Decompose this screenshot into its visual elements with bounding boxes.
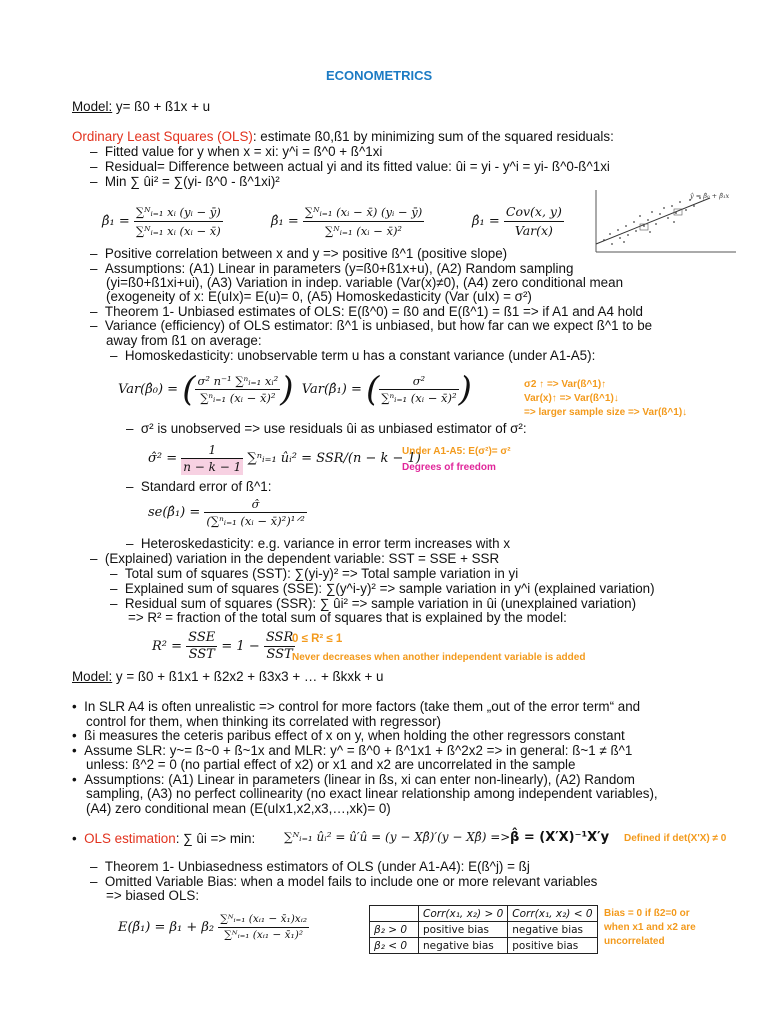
list-item-text: Theorem 1- Unbiased estimates of OLS: E(ß^0) = ß0 and E(ß^1) = ß1 => if A1 and A4 hold <box>104 304 643 319</box>
r2-range-note: 0 ≤ R² ≤ 1 <box>292 633 343 645</box>
beta-formula-1 <box>102 203 223 240</box>
list-item-text: Heteroskedasticity: e.g. variance in error term increases with x <box>140 536 511 551</box>
list-item-cont: (yi=ß0+ß1xi+ui), (A3) Variation in indep. variable (Var(x)≠0), (A4) zero conditional mean <box>106 275 624 290</box>
variance-note: σ2 ↑ => Var(ß^1)↑ <box>524 379 607 390</box>
model-label: Model: <box>72 99 113 114</box>
sigma-formula <box>148 442 421 475</box>
variance-note: Var(x)↑ => Var(ß^1)↓ <box>524 393 619 404</box>
list-item-text: In SLR A4 is often unrealistic => control for more factors (take them „out of the error term“ and <box>84 699 641 714</box>
list-item: – Heteroskedasticity: e.g. variance in error term increases with x <box>126 536 511 551</box>
list-item-cont: away from ß1 on average: <box>106 333 262 348</box>
model-line-2 <box>72 669 383 684</box>
list-item-cont: (exogeneity of x: E(uIx)= E(u)= 0, (A5) Homoskedasticity (Var (uIx) = σ²) <box>106 289 532 304</box>
list-item: – Assumptions: (A1) Linear in parameters (y=ß0+ß1x+u), (A2) Random sampling <box>90 261 574 276</box>
list-item: • In SLR A4 is often unrealistic => control for more factors (take them „out of the error term“ and <box>72 699 641 714</box>
list-item-text: Explained sum of squares (SSE): ∑(y^i-y)² => sample variation in y^i (explained variation) <box>124 581 655 596</box>
list-item: • Assume SLR: y~= ß~0 + ß~1x and MLR: y^ = ß^0 + ß^1x1 + ß^2x2 => in general: ß~1 ≠ ß^1 <box>72 743 633 758</box>
formula-numerator: ∑ᴺᵢ₌₁ xᵢ (yᵢ − ȳ) <box>134 203 223 222</box>
beta-formula-2 <box>271 203 424 240</box>
var-b1-numerator: σ² <box>379 373 458 390</box>
list-item-text: (Explained) variation in the dependent variable: SST = SSE + SSR <box>104 551 500 566</box>
list-item-cont: (A4) zero conditional mean (E(uIx1,x2,x3,…,xk)= 0) <box>86 801 391 816</box>
var-b0-label: Var(β̂₀) = <box>118 382 179 397</box>
plot-fitted-line <box>596 198 710 244</box>
var-b0-denominator: ∑ⁿᵢ₌₁ (xᵢ − x̄)² <box>200 391 276 405</box>
list-item-text: Fitted value for y when x = xi: y^i = ß^0 + ß^1xi <box>104 144 383 159</box>
list-item-cont: => biased OLS: <box>106 888 200 903</box>
list-item-cont: => R² = fraction of the total sum of squares that is explained by the model: <box>128 610 567 625</box>
list-item-text: Theorem 1- Unbiasedness estimators of OLS (under A1-A4): E(ß^j) = ßj <box>104 859 530 874</box>
ols-heading <box>72 129 614 144</box>
list-item: – Theorem 1- Unbiased estimates of OLS: E(ß^0) = ß0 and E(ß^1) = ß1 => if A1 and A4 hold <box>90 304 643 319</box>
table-row-header: β₂ > 0 <box>370 922 419 938</box>
table-cell: negative bias <box>508 922 597 938</box>
variance-formula: Var(β̂₀) = ( $\frac{\text{σ² n⁻¹ ∑ⁿᵢ₌₁ xᵢ²}}{\text{∑ⁿᵢ₌₁ (xᵢ − x̄)²}}$ ) Var(β̂₁) = ( $\frac{\text{σ²}}{\text{∑ⁿᵢ₌₁ (xᵢ − x̄)²}}$ ) <box>118 369 472 410</box>
formula-numerator: ∑ᴺᵢ₌₁ (xᵢ − x̄) (yᵢ − ȳ) <box>303 203 424 222</box>
sigma-numerator: 1 <box>181 442 243 459</box>
formula-denominator: Var(x) <box>514 223 553 238</box>
se-denominator: (∑ⁿᵢ₌₁ (xᵢ − x̄)²)¹ᐟ² <box>206 514 305 528</box>
list-item-text: Homoskedasticity: unobservable term u has a constant variance (under A1-A5): <box>124 348 596 363</box>
plot-fitted-label: ŷ = β̂₀ + β̂₁x <box>690 192 730 200</box>
list-item-text: Standard error of ß^1: <box>140 479 272 494</box>
r2-sse: SSE <box>188 630 216 645</box>
formula-numerator: Cov(x, y) <box>504 203 564 222</box>
list-item: • ßi measures the ceteris paribus effect of x on y, when holding the other regressors constant <box>72 728 625 743</box>
list-item: – Total sum of squares (SST): ∑(yi-y)² => Total sample variation in yi <box>110 566 519 581</box>
ols-heading-text: : estimate ß0,ß1 by minimizing sum of the squared residuals: <box>252 129 614 144</box>
se-formula <box>148 496 307 529</box>
list-item: – (Explained) variation in the dependent variable: SST = SSE + SSR <box>90 551 500 566</box>
list-item-text: Positive correlation between x and y => positive ß^1 (positive slope) <box>104 246 508 261</box>
table-row <box>370 938 598 954</box>
ols-estimation-text: : ∑ ûi => min: <box>175 831 256 846</box>
model2-label: Model: <box>72 669 113 684</box>
model-line <box>72 99 210 114</box>
formula-lhs: β̂₁ = <box>102 214 130 229</box>
bias-note: when x1 and x2 are <box>604 922 696 933</box>
sigma-denominator: n − k − 1 <box>183 460 242 474</box>
list-item-text: Omitted Variable Bias: when a model fails to include one or more relevant variables <box>104 874 598 889</box>
det-note: Defined if det(X'X) ≠ 0 <box>624 833 727 844</box>
list-item-text: Variance (efficiency) of OLS estimator: ß^1 is unbiased, but how far can we expect ß^1 to be <box>104 318 653 333</box>
page-title: ECONOMETRICS <box>326 68 433 83</box>
list-item-text: Assumptions: (A1) Linear in parameters (linear in ßs, xi can enter non-linearly), (A2) Random <box>84 772 635 787</box>
list-item-text: Total sum of squares (SST): ∑(yi-y)² => Total sample variation in yi <box>124 566 519 581</box>
list-item: – Explained sum of squares (SSE): ∑(y^i-y)² => sample variation in y^i (explained variation) <box>110 581 655 596</box>
ols-estimation-label: OLS estimation <box>84 831 176 846</box>
sigma-lhs: σ̂² = <box>148 451 178 466</box>
list-item-text: Assume SLR: y~= ß~0 + ß~1x and MLR: y^ = ß^0 + ß^1x1 + ß^2x2 => in general: ß~1 ≠ ß^1 <box>84 743 633 758</box>
list-item: – σ² is unobserved => use residuals ûi as unbiased estimator of σ²: <box>126 421 527 436</box>
var-b0-numerator: σ² n⁻¹ ∑ⁿᵢ₌₁ xᵢ² <box>197 374 279 388</box>
list-item-text: Residual sum of squares (SSR): ∑ ûi² => sample variation in ûi (unexplained variation) <box>124 596 637 611</box>
table-row-header: β₂ < 0 <box>370 938 419 954</box>
ols-estimation-line: • OLS estimation: ∑ ûi => min: <box>72 831 256 846</box>
formula-denominator: ∑ᴺᵢ₌₁ (xᵢ − x̄)² <box>325 224 403 238</box>
list-item: – Min ∑ ûi² = ∑(yi- ß^0 - ß^1xi)² <box>90 174 280 189</box>
list-item: – Omitted Variable Bias: when a model fails to include one or more relevant variables <box>90 874 598 889</box>
ovb-numerator: ∑ᴺᵢ₌₁ (xᵢ₁ − x̄₁)xᵢ₂ <box>218 912 309 928</box>
table-header: Corr(x₁, x₂) > 0 <box>419 906 508 922</box>
list-item-text: σ² is unobserved => use residuals ûi as unbiased estimator of σ²: <box>140 421 527 436</box>
model2-equation: y = ß0 + ß1x1 + ß2x2 + ß3x3 + … + ßkxk + u <box>112 669 384 684</box>
sigma-sum: ∑ⁿᵢ₌₁ ûᵢ² = SSR/(n − k − 1) <box>247 451 421 466</box>
list-item: – Positive correlation between x and y => positive ß^1 (positive slope) <box>90 246 508 261</box>
list-item-cont: control for them, when thinking its correlated with regressor) <box>86 714 442 729</box>
list-item-text: ßi measures the ceteris paribus effect of x on y, when holding the other regressors constant <box>84 728 625 743</box>
formula-lhs: β̂₁ = <box>472 214 500 229</box>
list-item-text: Min ∑ ûi² = ∑(yi- ß^0 - ß^1xi)² <box>104 174 280 189</box>
list-item: – Standard error of ß^1: <box>126 479 272 494</box>
var-b1-label: Var(β̂₁) = <box>301 382 362 397</box>
beta-formula-3 <box>472 203 564 240</box>
ovb-lhs: E(β̃₁) = β₁ + β₂ <box>118 920 215 935</box>
list-item-cont: unless: ß^2 = 0 (no partial effect of x2) or x1 and x2 are uncorrelated in the sample <box>86 757 576 772</box>
se-lhs: se(β̂₁) = <box>148 505 201 520</box>
list-item-text: Assumptions: (A1) Linear in parameters (y=ß0+ß1x+u), (A2) Random sampling <box>104 261 574 276</box>
variance-note: => larger sample size => Var(ß^1)↓ <box>524 407 688 418</box>
list-item: • Assumptions: (A1) Linear in parameters (linear in ßs, xi can enter non-linearly), (A2) Random <box>72 772 635 787</box>
list-item: – Fitted value for y when x = xi: y^i = ß^0 + ß^1xi <box>90 144 383 159</box>
r2-mid: = 1 − <box>221 639 260 654</box>
list-item: – Residual sum of squares (SSR): ∑ ûi² => sample variation in ûi (unexplained variation) <box>110 596 637 611</box>
bias-note: uncorrelated <box>604 936 665 947</box>
r2-lhs: R² = <box>152 639 183 654</box>
bias-note: Bias = 0 if ß2=0 or <box>604 908 690 919</box>
table-cell: positive bias <box>419 922 508 938</box>
r2-ssr: SSR <box>265 630 294 645</box>
list-item: – Residual= Difference between actual yi and its fitted value: ûi = yi - y^i = yi- ß^0-ß^1xi <box>90 159 610 174</box>
sigma-under-note: Under A1-A5: E(σ²)= σ² <box>402 446 511 457</box>
table-header: Corr(x₁, x₂) < 0 <box>508 906 597 922</box>
formula-denominator: ∑ᴺᵢ₌₁ xᵢ (xᵢ − x̄) <box>135 224 221 238</box>
table-row <box>370 922 598 938</box>
ols-estimation-formula: ∑ᴺᵢ₌₁ ûᵢ² = û′û = (y − Xβ̂)′(y − Xβ̂) => <box>284 830 511 844</box>
ols-heading-label: Ordinary Least Squares (OLS) <box>72 129 253 144</box>
list-item: – Homoskedasticity: unobservable term u has a constant variance (under A1-A5): <box>110 348 596 363</box>
degrees-of-freedom-note: Degrees of freedom <box>402 462 496 473</box>
r2-formula <box>152 630 295 663</box>
ovb-formula <box>118 912 309 943</box>
table-cell: positive bias <box>508 938 597 954</box>
table-cell: negative bias <box>419 938 508 954</box>
table-row <box>370 906 598 922</box>
model-equation: y= ß0 + ß1x + u <box>112 99 211 114</box>
list-item: – Variance (efficiency) of OLS estimator: ß^1 is unbiased, but how far can we expect ß^1 to be <box>90 318 653 333</box>
list-item-cont: sampling, (A3) no perfect collinearity (no exact linear relationship among independent variables), <box>86 786 658 801</box>
r2-never-note: Never decreases when another independent variable is added <box>292 652 586 663</box>
formula-lhs: β̂₁ = <box>271 214 299 229</box>
var-b1-denominator: ∑ⁿᵢ₌₁ (xᵢ − x̄)² <box>381 391 457 405</box>
list-item-text: Residual= Difference between actual yi and its fitted value: ûi = yi - y^i = yi- ß^0-ß^1xi <box>104 159 610 174</box>
ovb-denominator: ∑ᴺᵢ₌₁ (xᵢ₁ − x̄₁)² <box>224 929 304 941</box>
r2-sst-2: SST <box>266 647 293 662</box>
r2-sst: SST <box>188 647 215 662</box>
bias-table <box>369 905 598 954</box>
table-cell <box>370 906 419 922</box>
ols-beta-formula: β̂ = (X′X)⁻¹X′y <box>510 830 610 845</box>
list-item: – Theorem 1- Unbiasedness estimators of OLS (under A1-A4): E(ß^j) = ßj <box>90 859 530 874</box>
regression-plot <box>590 186 740 258</box>
se-numerator: σ̂ <box>204 496 306 513</box>
